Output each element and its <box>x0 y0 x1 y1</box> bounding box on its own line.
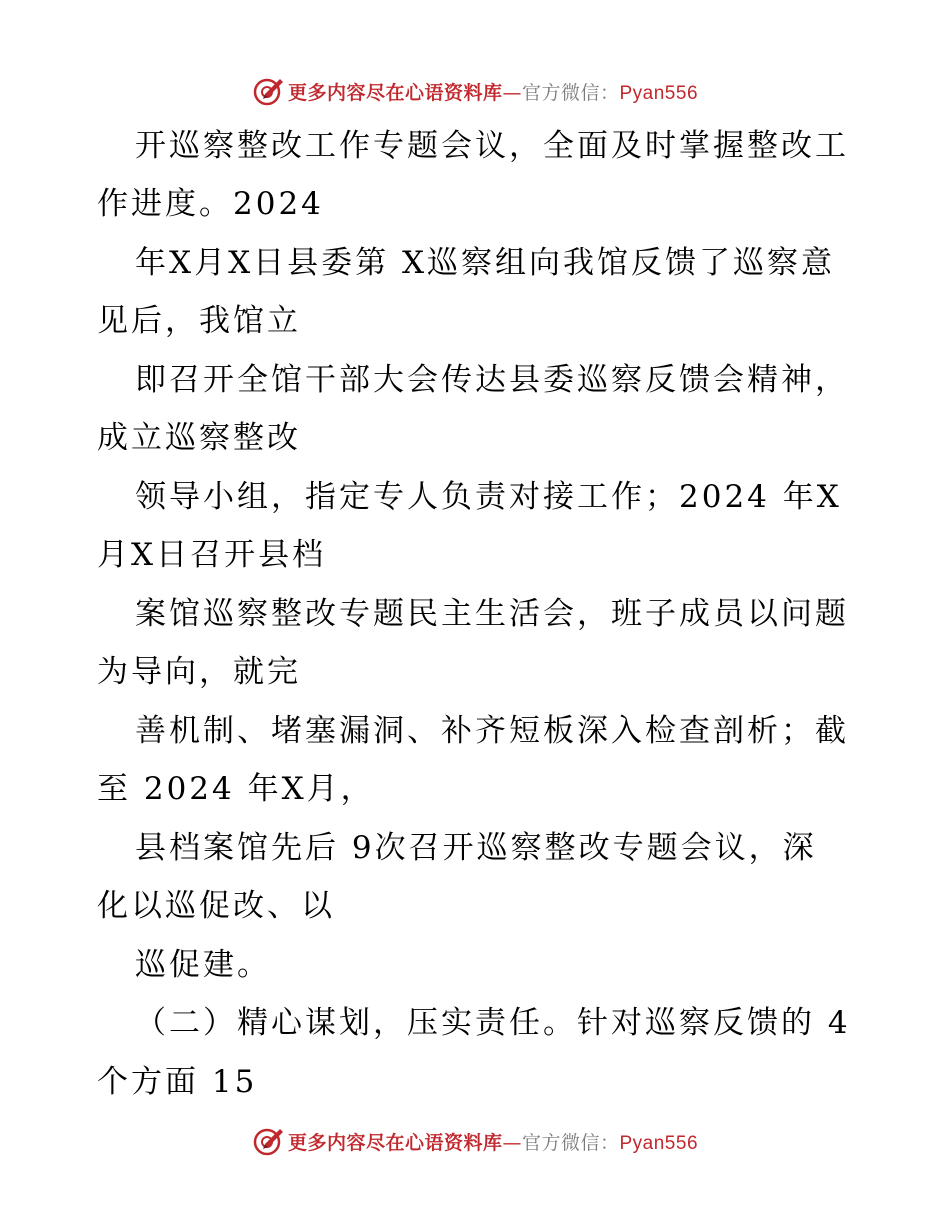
body-line: 个方面 15 <box>97 1064 258 1100</box>
body-line: 化以巡促改、以 <box>97 888 335 924</box>
body-line: 巡促建。 <box>135 947 271 983</box>
watermark-wechat-id: Pyan556 <box>619 82 699 104</box>
watermark-text <box>288 78 698 105</box>
body-line: 至 2024 年X月， <box>97 771 375 807</box>
watermark-wechat-id: Pyan556 <box>619 1132 699 1154</box>
watermark-dash: — <box>502 1131 522 1154</box>
watermark-sub-text: 官方微信： <box>521 1131 620 1154</box>
body-line: 即召开全馆干部大会传达县委巡察反馈会精神， <box>135 362 849 398</box>
body-line: （二）精心谋划，压实责任。针对巡察反馈的 4 <box>135 1005 851 1041</box>
body-line: 县档案馆先后 9次召开巡察整改专题会议，深 <box>135 830 817 866</box>
body-line: 领导小组，指定专人负责对接工作；2024 年X <box>135 479 842 515</box>
watermark-dash: — <box>502 81 522 104</box>
watermark-sub-text: 官方微信： <box>521 81 620 104</box>
footer-watermark <box>0 1121 950 1161</box>
watermark-main-text: 更多内容尽在心语资料库 <box>287 81 503 104</box>
body-line: 作进度。2024 <box>97 186 324 222</box>
body-line: 案馆巡察整改专题民主生活会，班子成员以问题 <box>135 596 849 632</box>
body-line: 为导向，就完 <box>97 654 301 690</box>
watermark-text <box>288 1128 698 1155</box>
pen-logo-icon <box>252 75 284 107</box>
body-line: 年X月X日县委第 X巡察组向我馆反馈了巡察意 <box>135 245 836 281</box>
body-line: 善机制、堵塞漏洞、补齐短板深入检查剖析；截 <box>135 713 849 749</box>
body-line: 开巡察整改工作专题会议，全面及时掌握整改工 <box>135 128 849 164</box>
header-watermark <box>0 71 950 111</box>
pen-logo-icon <box>252 1125 284 1157</box>
watermark-main-text: 更多内容尽在心语资料库 <box>287 1131 503 1154</box>
body-line: 见后，我馆立 <box>97 303 301 339</box>
body-line: 成立巡察整改 <box>97 420 301 456</box>
body-line: 月X日召开县档 <box>97 537 327 573</box>
